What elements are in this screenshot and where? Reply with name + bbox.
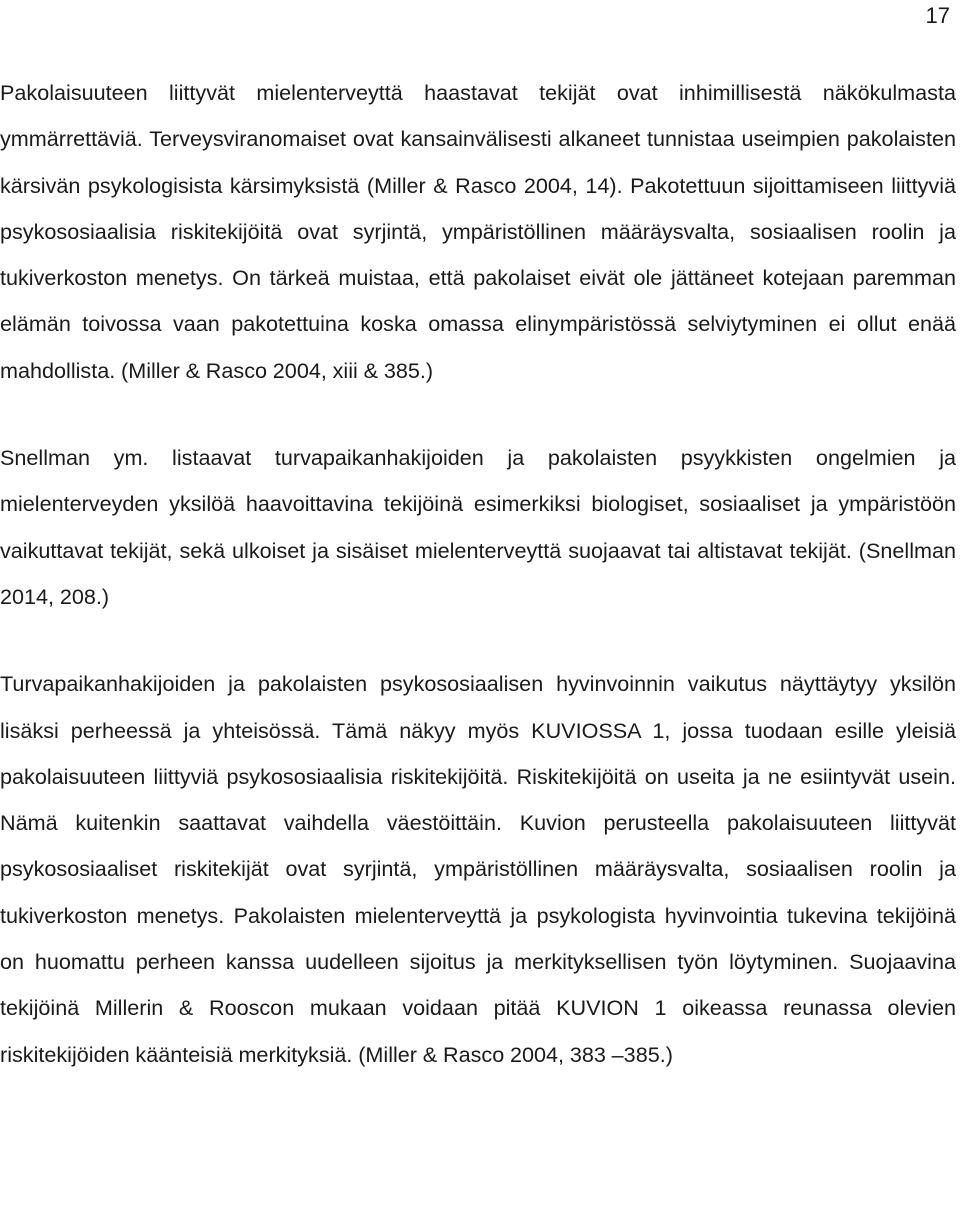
paragraph-snellman-risk-factors: Snellman ym. listaavat turvapaikanhakijoiden ja pakolaisten psyykkisten ongelmien ja mielenterveyden yksilöä haavoittavina tekijöinä esimerkiksi biologiset, sosiaaliset ja ympäristöön vaikuttavat tekijät, sekä ulkoiset ja sisäiset mielenterveyttä suojaavat tai altistavat tekijät. (Snellman 2014, 208.)	[0, 445, 956, 609]
page-number: 17	[925, 3, 950, 28]
document-body	[0, 70, 956, 1078]
paragraph-refugee-mental-health: Pakolaisuuteen liittyvät mielenterveyttä haastavat tekijät ovat inhimillisestä näkökulmasta ymmärrettäviä. Terveysviranomaiset ovat kansainvälisesti alkaneet tunnistaa useimpien pakolaisten kärsivän psykologisista kärsimyksistä (Miller & Rasco 2004, 14). Pakotettuun sijoittamiseen liittyviä psykososiaalisia riskitekijöitä ovat syrjintä, ympäristöllinen määräysvalta, sosiaalisen roolin ja tukiverkoston menetys. On tärkeä muistaa, että pakolaiset eivät ole jättäneet kotejaan paremman elämän toivossa vaan pakotettuina koska omassa elinympäristössä selviytyminen ei ollut enää mahdollista. (Miller & Rasco 2004, xiii & 385.)	[0, 80, 956, 383]
paragraph-psychosocial-wellbeing: Turvapaikanhakijoiden ja pakolaisten psykososiaalisen hyvinvoinnin vaikutus näyttäytyy yksilön lisäksi perheessä ja yhteisössä. Tämä näkyy myös KUVIOSSA 1, jossa tuodaan esille yleisiä pakolaisuuteen liittyviä psykososiaalisia riskitekijöitä. Riskitekijöitä on useita ja ne esiintyvät usein. Nämä kuitenkin saattavat vaihdella väestöittäin. Kuvion perusteella pakolaisuuteen liittyvät psykososiaaliset riskitekijät ovat syrjintä, ympäristöllinen määräysvalta, sosiaalisen roolin ja tukiverkoston menetys. Pakolaisten mielenterveyttä ja psykologista hyvinvointia tukevina tekijöinä on huomattu perheen kanssa uudelleen sijoitus ja merkityksellisen työn löytyminen. Suojaavina tekijöinä Millerin & Rooscon mukaan voidaan pitää KUVION 1 oikeassa reunassa olevien riskitekijöiden käänteisiä merkityksiä. (Miller & Rasco 2004, 383 –385.)	[0, 671, 956, 1067]
